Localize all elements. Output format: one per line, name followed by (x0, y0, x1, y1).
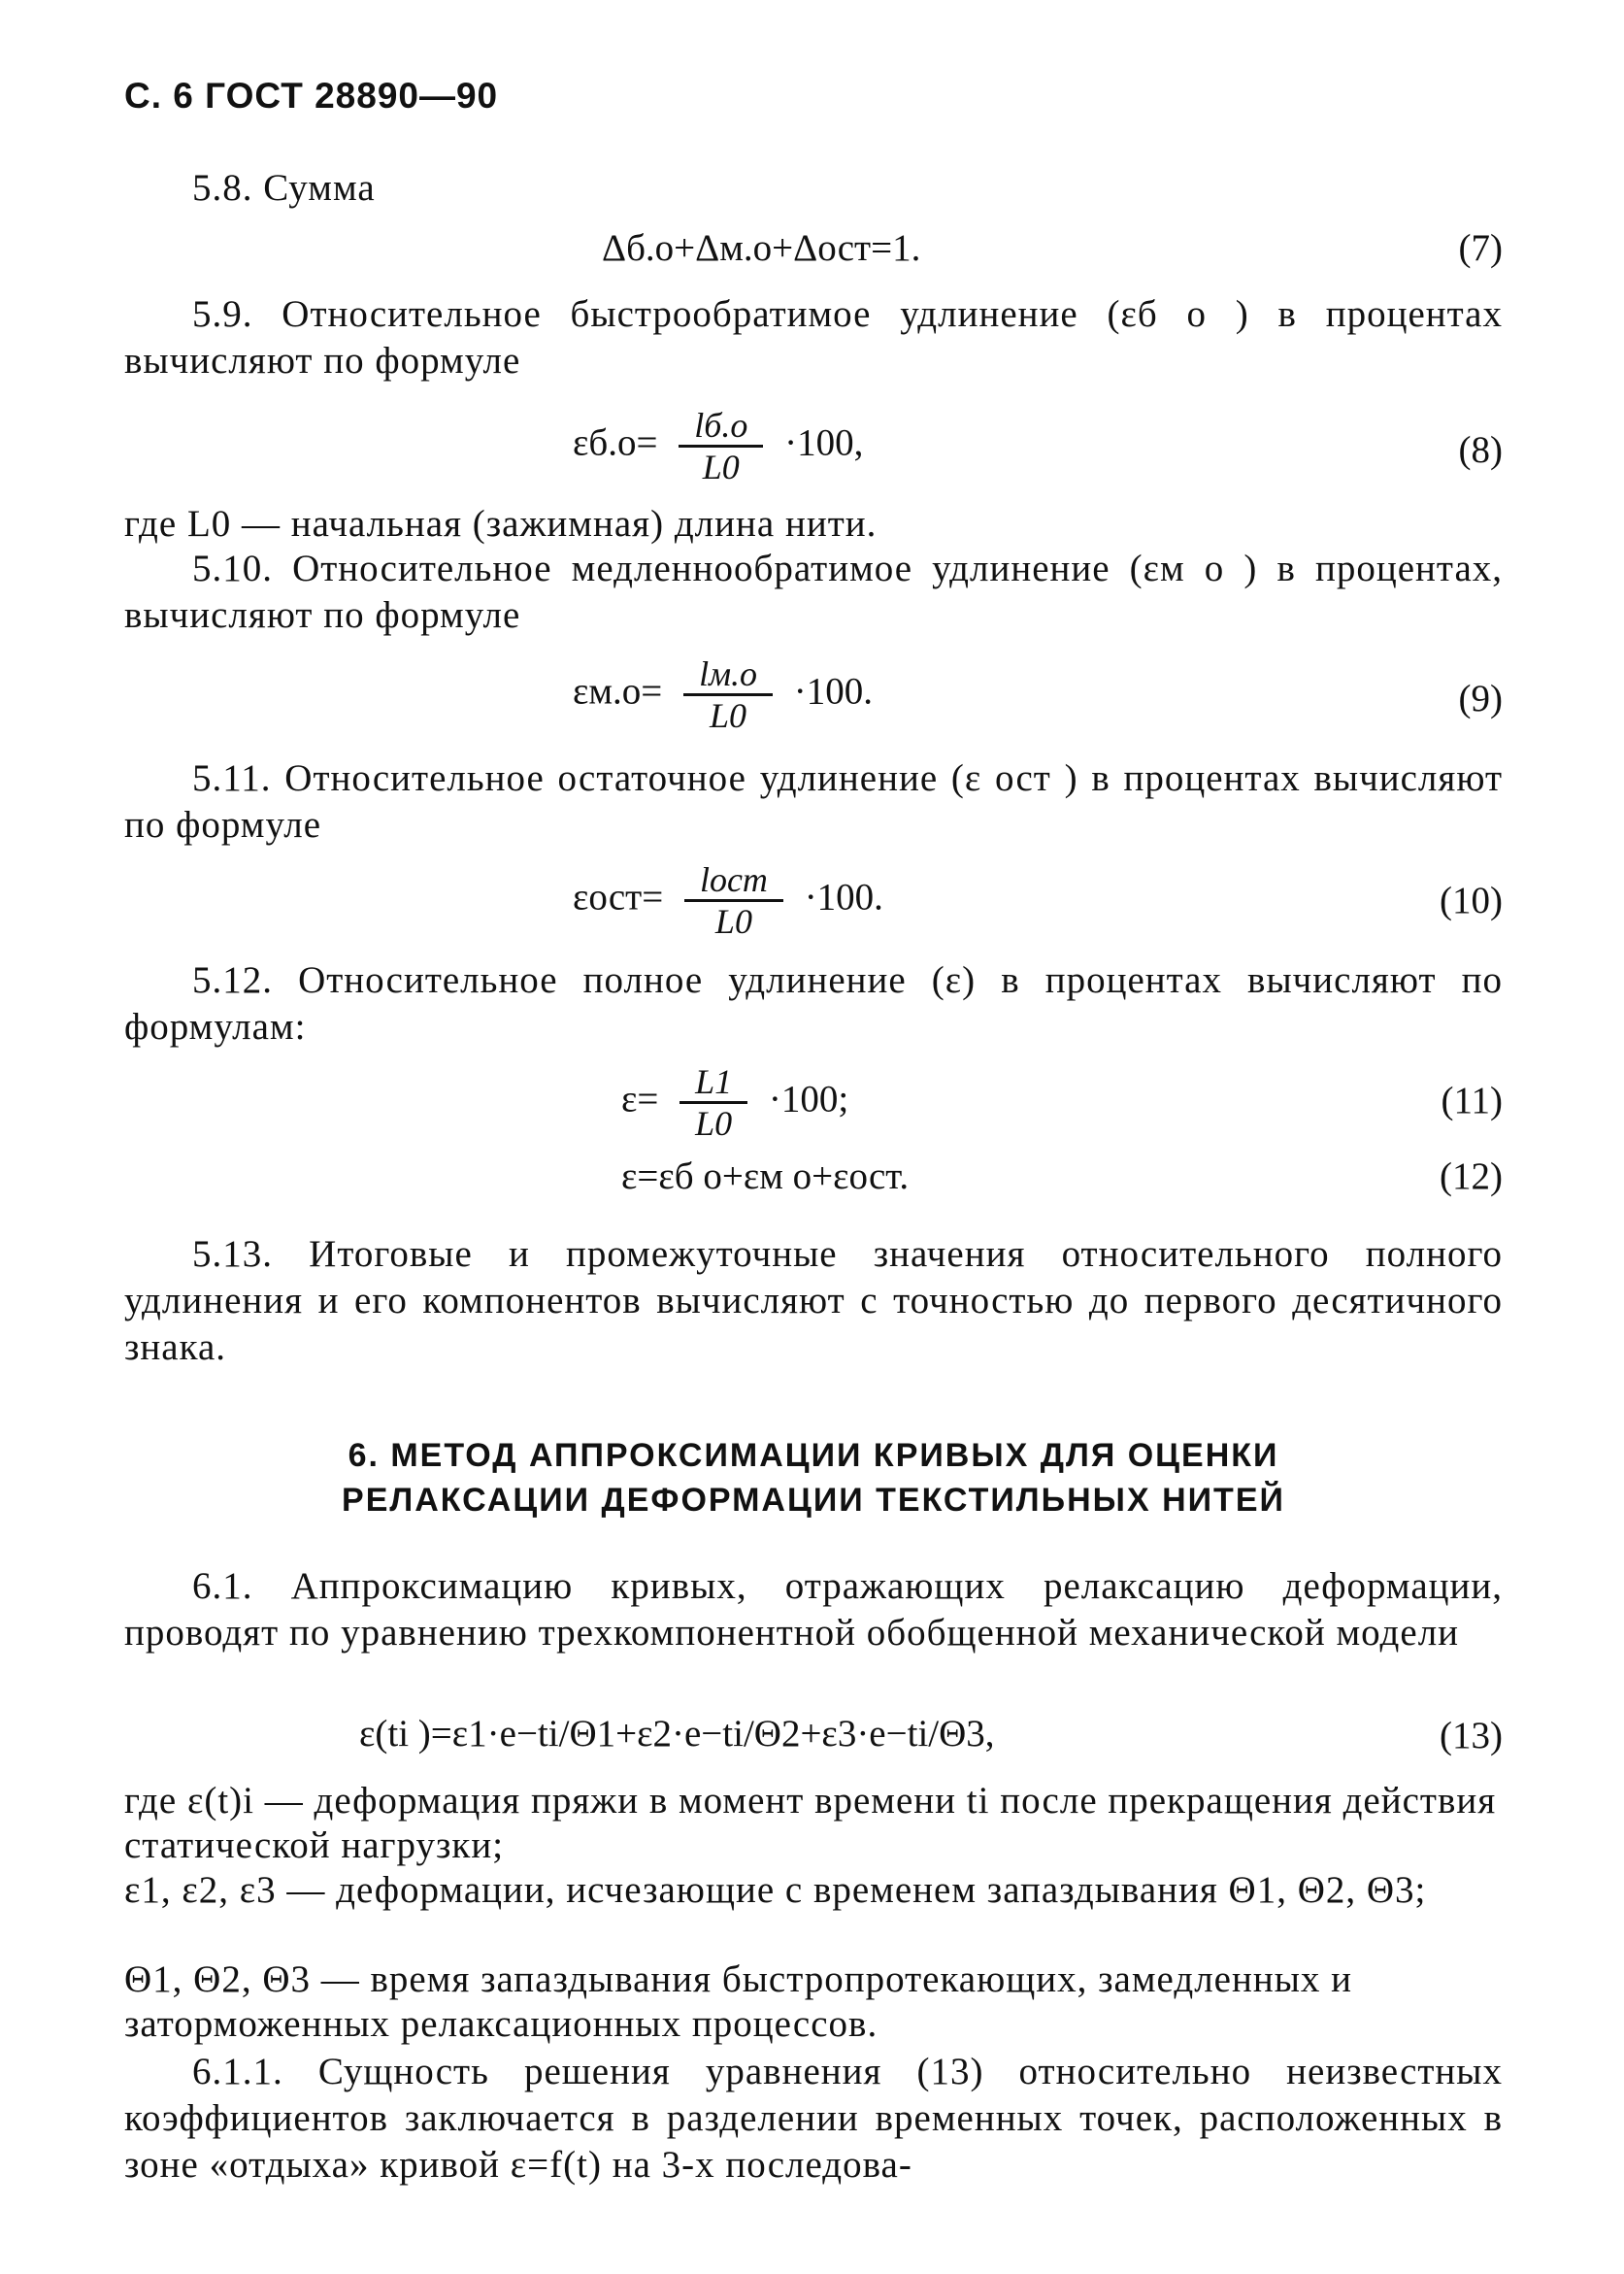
equation-13: ε(ti )=ε1·e−ti/Θ1+ε2·e−ti/Θ2+ε3·e−ti/Θ3, (359, 1713, 995, 1755)
paragraph-5-8: 5.8. Сумма (192, 167, 376, 209)
equation-8-number: (8) (1458, 429, 1503, 471)
section-6-heading-line-2: РЕЛАКСАЦИИ ДЕФОРМАЦИИ ТЕКСТИЛЬНЫХ НИТЕЙ (342, 1482, 1285, 1519)
equation-13-number: (13) (1440, 1715, 1503, 1756)
equation-8-fraction (679, 406, 763, 486)
equation-10-lhs: εост= (573, 876, 664, 919)
equation-10-rhs: ·100. (804, 876, 883, 919)
equation-7: Δб.о+Δм.о+Δост=1. (602, 227, 921, 269)
equation-12-number: (12) (1440, 1155, 1503, 1197)
paragraph-5-10: 5.10. Относительное медленнообратимое удлинение (εм о ) в процентах, вычисляют по формуле (124, 548, 1503, 636)
equation-8-lhs: εб.о= (573, 421, 658, 464)
paragraph-6-1: 6.1. Аппроксимацию кривых, отражающих релаксацию деформации, проводят по уравнению трехкомпонентной обобщенной механической модели (124, 1565, 1503, 1654)
equation-11-rhs: ·100; (768, 1078, 849, 1120)
equation-11-denominator: L0 (695, 1104, 733, 1143)
definition-term: где ε(t)i — (124, 1780, 304, 1822)
paragraph-5-9: 5.9. Относительное быстрообратимое удлинение (εб о ) в процентах вычисляют по формуле (124, 293, 1503, 382)
equation-9-fraction (683, 654, 773, 735)
equation-8-numerator: lб.о (679, 406, 763, 448)
paragraph-6-1-1: 6.1.1. Сущность решения уравнения (13) относительно неизвестных коэффициентов заключается в разделении временных точек, расположенных в зоне «отдыха» кривой ε=f(t) на 3-х последова- (124, 2051, 1503, 2186)
paragraph-5-11: 5.11. Относительное остаточное удлинение (ε ост ) в процентах вычисляют по формуле (124, 757, 1503, 846)
equation-9-numerator: lм.о (683, 654, 773, 696)
equation-8-rhs: ·100, (784, 421, 864, 464)
equation-11-lhs: ε= (621, 1078, 659, 1120)
definition-text: деформации, исчезающие с временем запаздывания Θ1, Θ2, Θ3; (336, 1869, 1427, 1911)
section-6-heading (124, 1433, 1503, 1522)
equation-10-numerator: lост (684, 860, 783, 902)
equation-11 (621, 1062, 848, 1143)
equation-8 (573, 406, 863, 486)
definition-epsilon-t (124, 1779, 1503, 1868)
equation-9-rhs: ·100. (793, 670, 874, 713)
equation-7-number: (7) (1458, 227, 1503, 269)
equation-9-denominator: L0 (710, 696, 747, 735)
paragraph-5-12: 5.12. Относительное полное удлинение (ε) в процентах вычисляют по формулам: (124, 959, 1503, 1048)
equation-11-numerator: L1 (679, 1062, 747, 1104)
equation-10-denominator: L0 (714, 902, 752, 941)
equation-11-fraction (679, 1062, 747, 1143)
paragraph-5-13: 5.13. Итоговые и промежуточные значения относительного полного удлинения и его компонентов вычисляют с точностью до первого десятичного знака. (124, 1233, 1503, 1368)
equation-10 (573, 860, 883, 941)
equation-11-number: (11) (1441, 1080, 1503, 1121)
equation-9-number: (9) (1458, 678, 1503, 719)
equation-9 (573, 654, 873, 735)
equation-10-number: (10) (1440, 880, 1503, 921)
definition-epsilon-123 (124, 1868, 1503, 1913)
definition-theta-123 (124, 1957, 1503, 2047)
equation-9-lhs: εм.о= (573, 670, 663, 713)
definition-text: деформация пряжи в момент времени ti после прекращения действия статической нагрузки; (124, 1780, 1497, 1866)
section-6-heading-line-1: 6. МЕТОД АППРОКСИМАЦИИ КРИВЫХ ДЛЯ ОЦЕНКИ (348, 1437, 1279, 1474)
definition-term: Θ1, Θ2, Θ3 — (124, 1958, 360, 2000)
equation-10-fraction (684, 860, 783, 941)
paragraph-5-9-where: где L0 — начальная (зажимная) длина нити. (124, 503, 878, 545)
page-header: С. 6 ГОСТ 28890—90 (124, 76, 499, 116)
equation-8-denominator: L0 (702, 448, 740, 486)
definition-term: ε1, ε2, ε3 — (124, 1869, 326, 1911)
definition-text: время запаздывания быстропротекающих, замедленных и заторможенных релаксационных процессов. (124, 1958, 1353, 2045)
equation-12: ε=εб о+εм о+εост. (621, 1155, 910, 1197)
